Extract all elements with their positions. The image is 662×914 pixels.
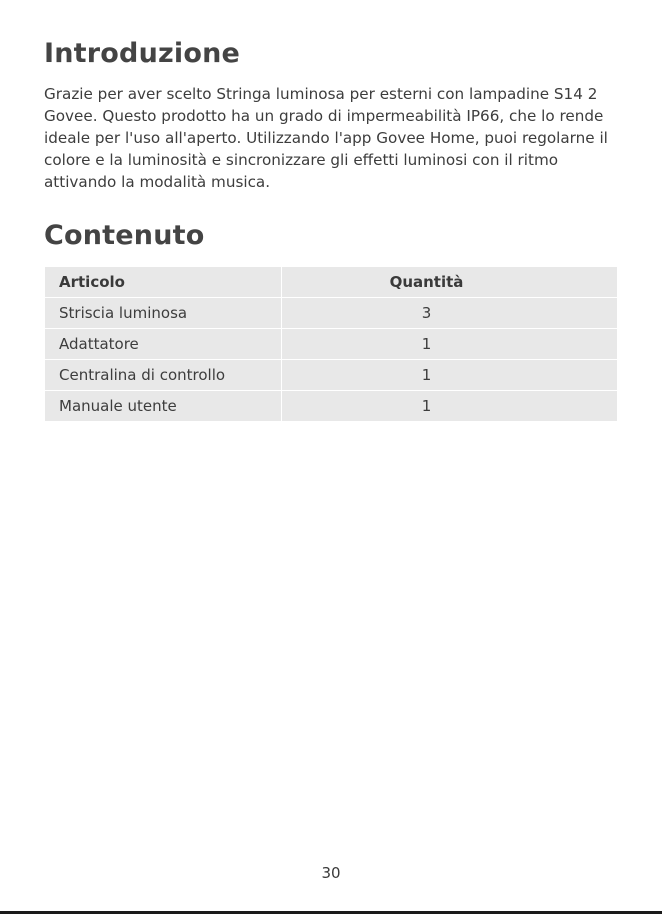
table-row (45, 360, 618, 391)
introduction-heading: Introduzione (44, 38, 241, 69)
column-header-quantity: Quantità (282, 267, 618, 298)
table-row (45, 329, 618, 360)
quantity-cell: 3 (282, 298, 618, 329)
table-header-row (45, 267, 618, 298)
item-cell: Centralina di controllo (45, 360, 282, 391)
item-cell: Striscia luminosa (45, 298, 282, 329)
quantity-cell: 1 (282, 360, 618, 391)
quantity-cell: 1 (282, 329, 618, 360)
page-number: 30 (321, 864, 341, 882)
quantity-cell: 1 (282, 391, 618, 422)
contents-table (44, 266, 618, 422)
item-cell: Manuale utente (45, 391, 282, 422)
table-row (45, 391, 618, 422)
table-row (45, 298, 618, 329)
contents-heading: Contenuto (44, 220, 205, 251)
column-header-item: Articolo (45, 267, 282, 298)
introduction-paragraph: Grazie per aver scelto Stringa luminosa per esterni con lampadine S14 2 Govee. Questo prodotto ha un grado di impermeabilità IP66, che lo rende ideale per l'uso all'aperto. Utilizzando l'app Govee Home, puoi regolarne il colore e la luminosità e sincronizzare gli effetti luminosi con il ritmo attivando la modalità musica. (44, 85, 608, 191)
item-cell: Adattatore (45, 329, 282, 360)
